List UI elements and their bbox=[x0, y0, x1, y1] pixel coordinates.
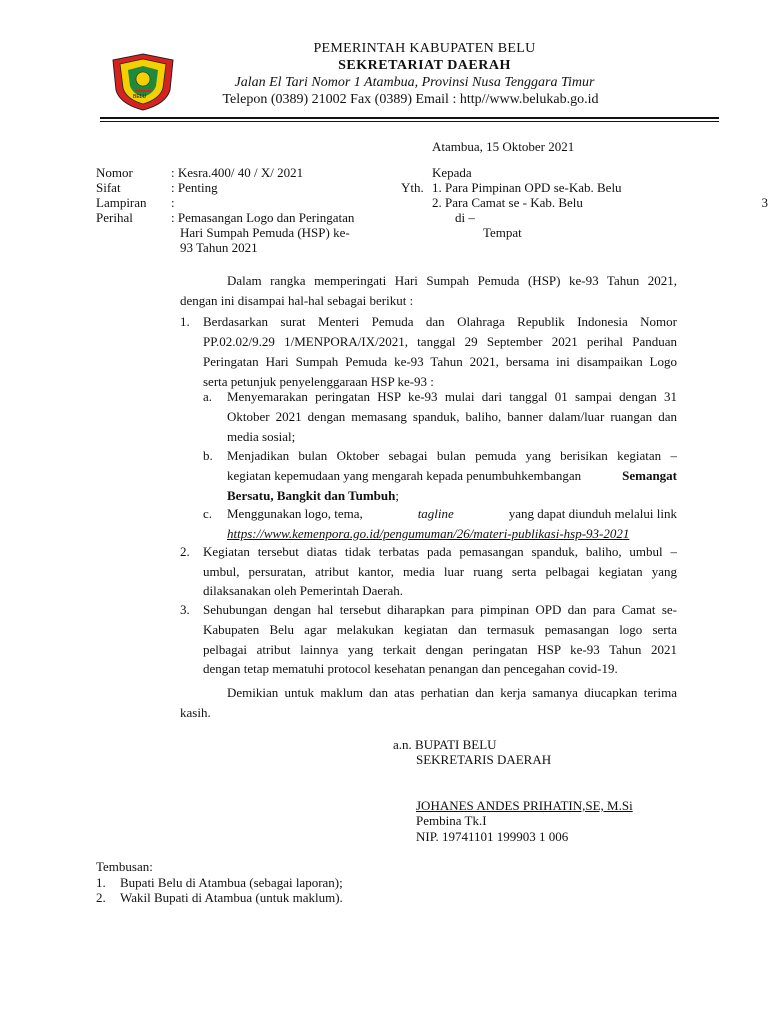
tempat-label: Tempat bbox=[483, 225, 522, 240]
recipient-item: 1. Para Pimpinan OPD se-Kab. Belu bbox=[432, 180, 622, 195]
semangat-bold: Semangat bbox=[622, 468, 677, 483]
item3-line: Sehubungan dengan hal tersebut diharapkan para pimpinan OPD dan para Camat se- bbox=[203, 602, 677, 617]
intro-line: Dalam rangka memperingati Hari Sumpah Pemuda (HSP) ke-93 Tahun 2021, bbox=[227, 273, 677, 288]
closing-line: kasih. bbox=[180, 705, 211, 720]
item2-line: Kegiatan tersebut diatas tidak terbatas pada pemasangan spanduk, baliho, umbul – bbox=[203, 544, 677, 559]
sifat-label: Sifat bbox=[96, 180, 121, 195]
perihal-line: : Pemasangan Logo dan Peringatan bbox=[171, 210, 355, 225]
sifat-value: : Penting bbox=[171, 180, 218, 195]
tagline-bold: Bersatu, Bangkit dan Tumbuh bbox=[227, 488, 396, 503]
closing-line: Demikian untuk maklum dan atas perhatian dan kerja samanya diucapkan terima bbox=[227, 685, 677, 700]
subitem-c-pre: Menggunakan logo, tema, bbox=[227, 506, 363, 521]
perihal-label: Perihal bbox=[96, 210, 133, 225]
item1-line: PP.02.02/9.29 1/MENPORA/IX/2021, tanggal 29 September 2021 perihal Panduan bbox=[203, 334, 677, 349]
office-name: SEKRETARIAT DAERAH bbox=[338, 58, 511, 73]
subitem-c-post: yang dapat diunduh melalui link bbox=[508, 506, 677, 521]
logo-wordmark: BELU bbox=[133, 94, 147, 100]
tembusan-number: 1. bbox=[96, 875, 106, 890]
kepada-label: Kepada bbox=[432, 165, 472, 180]
signature-an: a.n. BUPATI BELU bbox=[393, 737, 497, 752]
tembusan-item: Wakil Bupati di Atambua (untuk maklum). bbox=[120, 890, 343, 905]
signatory-rank: Pembina Tk.I bbox=[416, 813, 487, 828]
lampiran-value: : bbox=[171, 195, 175, 210]
tagline-italic: tagline bbox=[417, 506, 454, 521]
edge-digit: 3 bbox=[761, 195, 768, 210]
nomor-label: Nomor bbox=[96, 165, 133, 180]
item1-line: Berdasarkan surat Menteri Pemuda dan Olahraga Republik Indonesia Nomor bbox=[203, 314, 677, 329]
item3-line: pelbagai atribut lainnya yang terkait dengan peringatan HSP ke-93 Tahun 2021 bbox=[203, 642, 677, 657]
perihal-line: Hari Sumpah Pemuda (HSP) ke- bbox=[180, 225, 350, 240]
subitem-a-line: media sosial; bbox=[227, 429, 296, 444]
tembusan-label: Tembusan: bbox=[96, 859, 153, 874]
subitem-b-line bbox=[227, 487, 399, 505]
item3-line: Kabupaten Belu agar melakukan kegiatan dan termasuk pemasangan logo serta bbox=[203, 622, 677, 637]
recipient-item: 2. Para Camat se - Kab. Belu bbox=[432, 195, 583, 210]
letterhead-rule-thin bbox=[100, 121, 719, 122]
letterhead-rule-thick bbox=[100, 117, 719, 119]
kabupaten-belu-logo bbox=[108, 52, 178, 112]
signatory-name: JOHANES ANDES PRIHATIN,SE, M.Si bbox=[416, 798, 633, 813]
government-name: PEMERINTAH KABUPATEN BELU bbox=[313, 41, 536, 56]
nomor-value: : Kesra.400/ 40 / X/ 2021 bbox=[171, 165, 304, 180]
item1-line: Peringatan Hari Sumpah Pemuda ke-93 Tahun 2021, bersama ini disampaikan Logo bbox=[203, 354, 677, 369]
item-number: 1. bbox=[180, 314, 190, 329]
subitem-letter: b. bbox=[203, 448, 213, 463]
letter-date: Atambua, 15 Oktober 2021 bbox=[432, 139, 575, 154]
subitem-b-line: Menjadikan bulan Oktober sebagai bulan pemuda yang berisikan kegiatan – bbox=[227, 448, 677, 463]
subitem-b-end: ; bbox=[395, 488, 399, 503]
subitem-letter: c. bbox=[203, 506, 213, 521]
subitem-letter: a. bbox=[203, 389, 213, 404]
item1-line: serta petunjuk penyelenggaraan HSP ke-93 : bbox=[203, 374, 434, 389]
subitem-a-line: Oktober 2021 dengan memasang spanduk, baliho, banner dalam/luar ruangan dan bbox=[227, 409, 677, 424]
di-label: di – bbox=[455, 210, 475, 225]
subitem-c-line bbox=[227, 505, 677, 523]
office-address: Jalan El Tari Nomor 1 Atambua, Provinsi Nusa Tenggara Timur bbox=[234, 75, 595, 90]
office-contact: Telepon (0389) 21002 Fax (0389) Email : http//www.belukab.go.id bbox=[222, 92, 599, 107]
lampiran-label: Lampiran bbox=[96, 195, 147, 210]
kemenpora-link[interactable]: https://www.kemenpora.go.id/pengumuman/26/materi-publikasi-hsp-93-2021 bbox=[227, 526, 630, 541]
intro-line: dengan ini disampai hal-hal sebagai berikut : bbox=[180, 293, 414, 308]
item2-line: umbul, persuratan, atribut kantor, media luar ruang serta pelbagai kegiatan yang bbox=[203, 564, 677, 579]
perihal-line: 93 Tahun 2021 bbox=[180, 240, 258, 255]
item2-line: dilaksanakan oleh Pemerintah Daerah. bbox=[203, 583, 403, 598]
signatory-nip: NIP. 19741101 199903 1 006 bbox=[416, 829, 569, 844]
subitem-b-text: kegiatan kepemudaan yang mengarah kepada penumbuhkembangan bbox=[227, 468, 582, 483]
subitem-a-line: Menyemarakan peringatan HSP ke-93 mulai dari tanggal 01 sampai dengan 31 bbox=[227, 389, 677, 404]
signature-title: SEKRETARIS DAERAH bbox=[416, 752, 552, 767]
item3-line: dengan tetap mematuhi protocol kesehatan penangan dan pencegahan covid-19. bbox=[203, 661, 618, 676]
item-number: 2. bbox=[180, 544, 190, 559]
tembusan-item: Bupati Belu di Atambua (sebagai laporan); bbox=[120, 875, 343, 890]
item-number: 3. bbox=[180, 602, 190, 617]
tembusan-number: 2. bbox=[96, 890, 106, 905]
subitem-b-line bbox=[227, 467, 677, 485]
yth-label: Yth. bbox=[401, 180, 424, 195]
